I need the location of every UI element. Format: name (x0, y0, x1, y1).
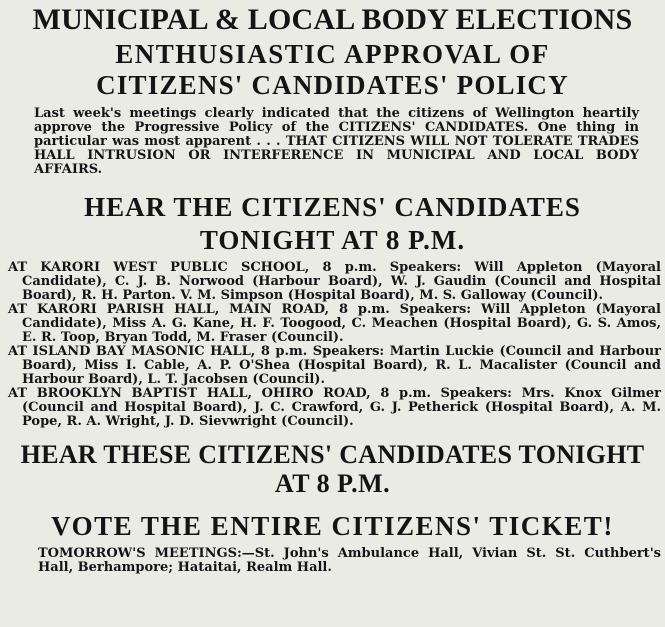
intro-paragraph: Last week's meetings clearly indicated that the citizens of Wellington heartily approve the Progressive Policy of the CITIZENS' CANDIDATES. One thing in particular was most apparent . . . THAT CITIZENS WILL NOT TOLERATE TRADES HALL INTRUSION OR INTERFERENCE IN MUNICIPAL AND LOCAL BODY AFFAIRS. (34, 106, 639, 177)
meeting-karori-parish: AT KARORI PARISH HALL, MAIN ROAD, 8 p.m. Speakers: Will Appleton (Mayoral Candidate), Miss A. G. Kane, H. F. Toogood, C. Meachen (Hospital Board), G. S. Amos, E. R. Toop, Bryan Todd, M. Fraser (Council). (8, 302, 661, 345)
tomorrows-meetings: TOMORROW'S MEETINGS:—St. John's Ambulance Hall, Vivian St. St. Cuthbert's Hall, Berhampore; Hataitai, Realm Hall. (38, 546, 661, 575)
subhead-line-1: ENTHUSIASTIC APPROVAL OF (115, 39, 550, 69)
vote-heading: VOTE THE ENTIRE CITIZENS' TICKET! (51, 511, 614, 541)
headline: MUNICIPAL & LOCAL BODY ELECTIONS (32, 3, 633, 36)
meeting-karori-west: AT KARORI WEST PUBLIC SCHOOL, 8 p.m. Speakers: Will Appleton (Mayoral Candidate), C. J. B. Norwood (Harbour Board), W. J. Gaudin (Council and Hospital Board), R. H. Parton. V. M. Simpson (Hospital Board), M. S. Galloway (Council). (8, 260, 661, 303)
hear-these-heading: HEAR THESE CITIZENS' CANDIDATES TONIGHT (20, 440, 645, 469)
subhead-line-2: CITIZENS' CANDIDATES' POLICY (96, 70, 569, 100)
meeting-brooklyn: AT BROOKLYN BAPTIST HALL, OHIRO ROAD, 8 p.m. Speakers: Mrs. Knox Gilmer (Council and Hospital Board), J. C. Crawford, G. J. Petherick (Hospital Board), A. M. Pope, R. A. Wright, J. D. Sievwright (Council). (8, 386, 661, 429)
meeting-island-bay: AT ISLAND BAY MASONIC HALL, 8 p.m. Speakers: Martin Luckie (Council and Harbour Board), Miss I. Cable, A. P. O'Shea (Hospital Board), R. L. Macalister (Council and Harbour Board), L. T. Jacobsen (Council). (8, 344, 661, 387)
tonight-heading: TONIGHT AT 8 P.M. (199, 225, 466, 255)
hear-candidates-heading: HEAR THE CITIZENS' CANDIDATES (84, 192, 581, 222)
at-8-heading: AT 8 P.M. (274, 469, 391, 498)
meetings-list (4, 261, 661, 429)
